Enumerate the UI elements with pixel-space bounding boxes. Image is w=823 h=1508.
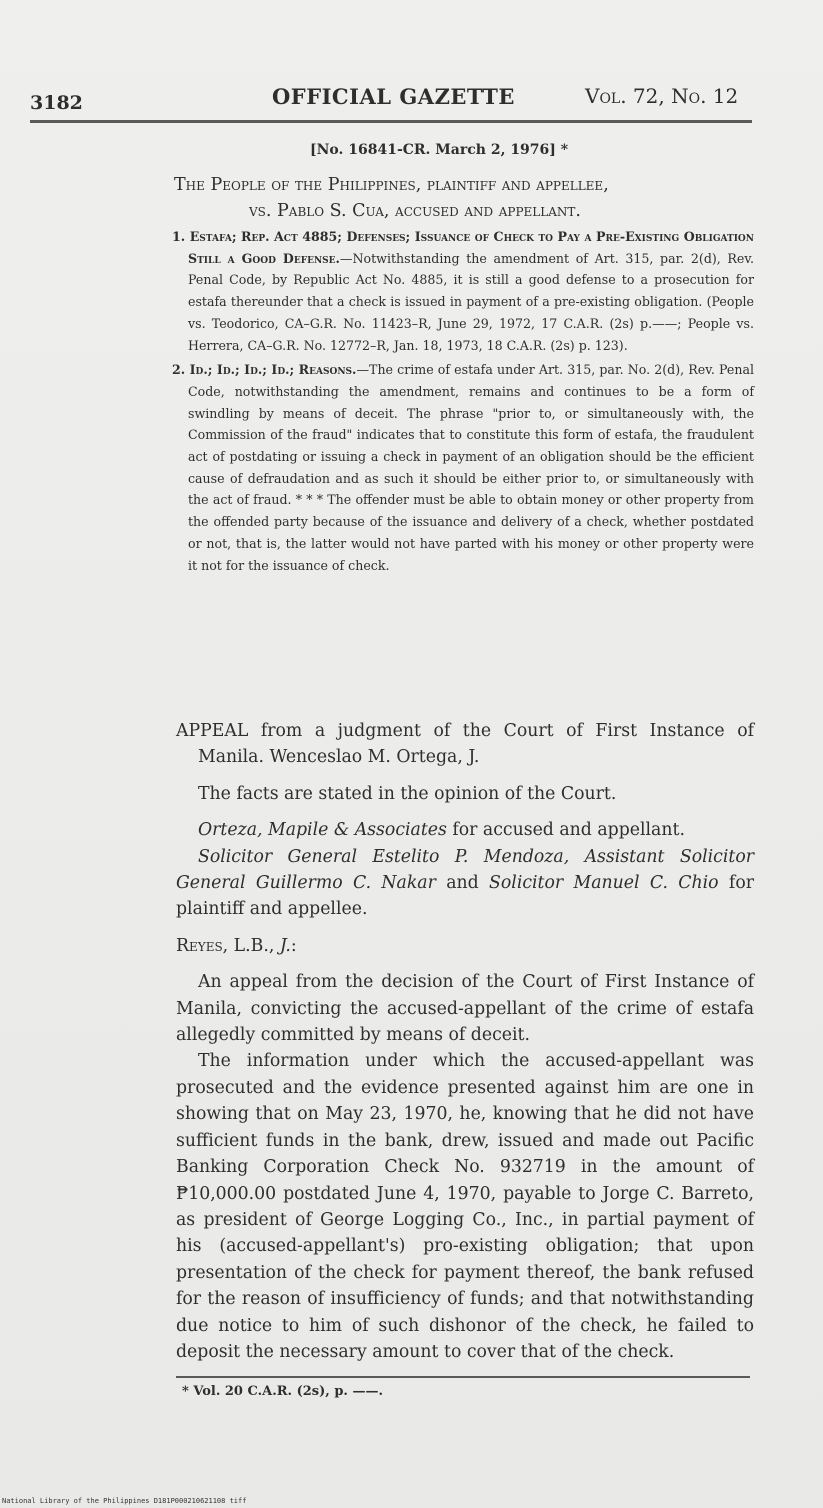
scan-footer: National Library of the Philippines D181P000210621108 tiff <box>2 1497 247 1505</box>
opinion-paragraph: An appeal from the decision of the Court of First Instance of Manila, convicting the accused-appellant of the crime of estafa allegedly committed by means of deceit. <box>176 972 754 1046</box>
footnote-rule <box>176 1376 750 1378</box>
counsel-appellant-name: Orteza, Mapile & Associates <box>198 820 447 841</box>
ponente: Reyes, L.B., J.: <box>176 935 297 956</box>
syllabus-item-lead: 1. Estafa; Rep. Act 4885; Defenses; Issuance of Check to Pay a Pre-Existing Obligation Still a Good Defense. <box>172 229 754 266</box>
publication-title: OFFICIAL GAZETTE <box>272 84 515 109</box>
counsel-appellant: Orteza, Mapile & Associates for accused and appellant. <box>198 820 685 841</box>
counsel-appellee-name: Solicitor General Estelito P. Mendoza, Assistant Solicitor General Guillermo C. Nakar <box>176 846 754 894</box>
syllabus-item-lead: 2. Id.; Id.; Id.; Id.; Reasons. <box>172 362 357 378</box>
facts-statement: The facts are stated in the opinion of the Court. <box>198 783 617 804</box>
footnote: * Vol. 20 C.A.R. (2s), p. ——. <box>182 1384 383 1399</box>
page-number: 3182 <box>30 92 83 114</box>
syllabus-item-text: —The crime of estafa under Art. 315, par. No. 2(d), Rev. Penal Code, notwithstanding the amendment, remains and continues to be a form of swindling by means of deceit. The phrase "prior to, or simultaneously with, the Commission of the fraud" indicates that to constitute this form of estafa, the fraudulent act of postdating or issuing a check in payment of an obligation should be the efficient cause of defraudation and as such it should be either prior to, or simultaneously with the act of fraud. * * * The offender must be able to obtain money or other property from the offended party because of the issuance and delivery of a check, whether postdated or not, that is, the latter would not have parted with his money or other property were it not for the issuance of check. <box>188 362 755 573</box>
case-title-line1: The People of the Philippines, plaintiff and appellee, <box>174 175 609 195</box>
syllabus-item <box>172 226 754 356</box>
case-title <box>174 172 754 224</box>
decision-body <box>176 718 754 1365</box>
header-rule <box>30 120 752 123</box>
appeal-text: from a judgment of the Court of First Instance of Manila. Wenceslao M. Ortega, J. <box>198 721 754 768</box>
syllabus-item <box>172 359 754 576</box>
counsel-appellee-name2: Solicitor Manuel C. Chio <box>489 873 719 894</box>
appeal-paragraph <box>176 718 754 771</box>
appeal-label: APPEAL <box>176 721 249 741</box>
case-number-date: [No. 16841-CR. March 2, 1976] * <box>310 142 569 158</box>
opinion-paragraph: The information under which the accused-appellant was prosecuted and the evidence presented against him are one in showing that on May 23, 1970, he, knowing that he did not have sufficient funds in the bank, drew, issued and made out Pacific Banking Corporation Check No. 932719 in the amount of ₱10,000.00 postdated June 4, 1970, payable to Jorge C. Barreto, as president of George Logging Co., Inc., in partial payment of his (accused-appellant's) pro-existing obligation; that upon presentation of the check for payment thereof, the bank refused for the reason of insufficiency of funds; and that notwithstanding due notice to him of such dishonor of the check, he failed to deposit the necessary amount to cover that of the check. <box>176 1051 754 1362</box>
counsel-appellee: Solicitor General Estelito P. Mendoza, Assistant Solicitor General Guillermo C. Nakar and Solicitor Manuel C. Chio for plaintiff and appellee. <box>176 846 754 920</box>
syllabus-item-text: —Notwithstanding the amendment of Art. 315, par. 2(d), Rev. Penal Code, by Republic Act No. 4885, it is still a good defense to a prosecution for estafa thereunder that a check is issued in payment of a pre-existing obligation. (People vs. Teodorico, CA–G.R. No. 11423–R, June 29, 1972, 17 C.A.R. (2s) p.——; People vs. Herrera, CA–G.R. No. 12772–R, Jan. 18, 1973, 18 C.A.R. (2s) p. 123). <box>188 250 754 353</box>
volume-number: Vol. 72, No. 12 <box>585 84 739 108</box>
case-title-line2: vs. Pablo S. Cua, accused and appellant. <box>249 201 581 221</box>
syllabus <box>172 226 754 579</box>
